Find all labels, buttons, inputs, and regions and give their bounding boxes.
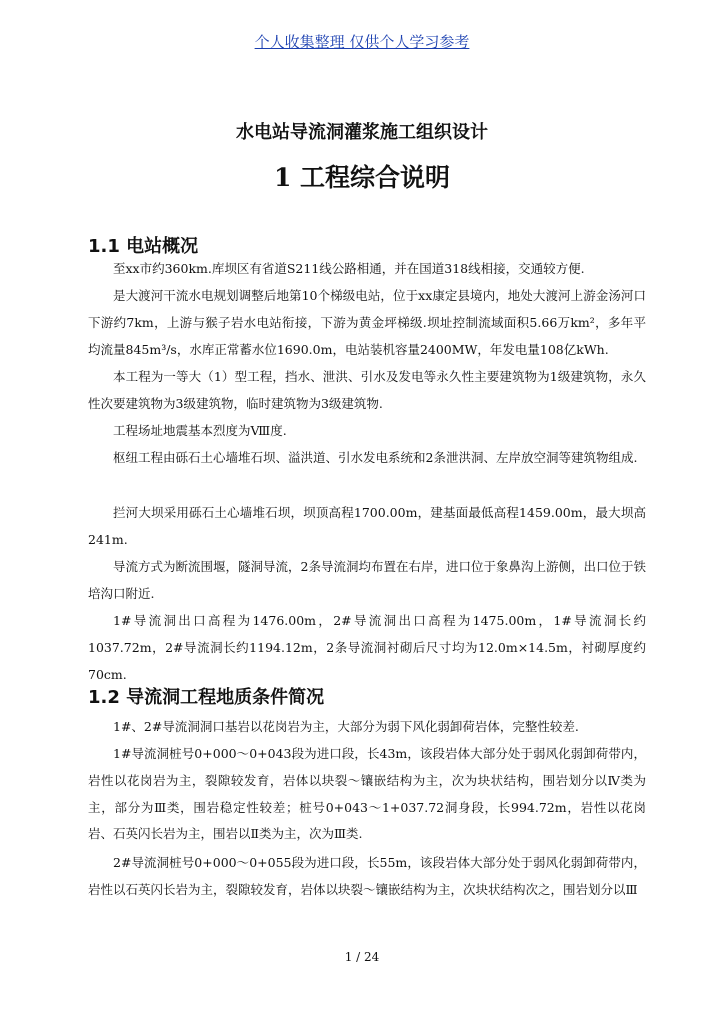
paragraph: 是大渡河干流水电规划调整后地第10个梯级电站，位于xx康定县境内，地处大渡河上游金汤河口下游约7km，上游与猴子岩水电站衔接，下游为黄金坪梯级.坝址控制流域面积5.66万km²，多年平均流量845m³/s，水库正常蓄水位1690.0m，电站装机容量2400MW，年发电量108亿kWh. xyxy=(88,288,646,357)
paragraph: 1#、2#导流洞洞口基岩以花岗岩为主，大部分为弱下风化弱卸荷岩体，完整性较差. xyxy=(113,719,579,734)
page-header xyxy=(0,31,724,52)
paragraph: 至xx市约360km.库坝区有省道S211线公路相通，并在国道318线相接，交通较方便. xyxy=(113,261,585,276)
paragraph: 1#导流洞出口高程为1476.00m，2#导流洞出口高程为1475.00m，1#导流洞长约1037.72m，2#导流洞长约1194.12m，2条导流洞衬砌后尺寸均为12.0m×14.5m，衬砌厚度约70cm. xyxy=(88,613,646,682)
paragraph: 本工程为一等大（1）型工程，挡水、泄洪、引水及发电等永久性主要建筑物为1级建筑物，永久性次要建筑物为3级建筑物，临时建筑物为3级建筑物. xyxy=(88,369,646,411)
section-heading-1-1: 1.1 电站概况 xyxy=(88,236,199,257)
paragraph: 拦河大坝采用砾石土心墙堆石坝，坝顶高程1700.00m，建基面最低高程1459.00m，最大坝高241m. xyxy=(88,505,646,547)
paragraph: 2#导流洞桩号0+000～0+055段为进口段，长55m，该段岩体大部分处于弱风化弱卸荷带内，岩性以石英闪长岩为主，裂隙较发育，岩体以块裂～镶嵌结构为主，次块状结构次之，围岩划分以Ⅲ xyxy=(88,855,646,897)
chapter-heading: 1 工程综合说明 xyxy=(273,163,451,192)
paragraph: 枢纽工程由砾石土心墙堆石坝、溢洪道、引水发电系统和2条泄洪洞、左岸放空洞等建筑物组成. xyxy=(113,450,638,465)
page-number: 1 / 24 xyxy=(344,950,380,964)
header-text: 个人收集整理 仅供个人学习参考 xyxy=(254,33,470,51)
section-heading-1-2: 1.2 导流洞工程地质条件简况 xyxy=(88,687,325,708)
document-title: 水电站导流洞灌浆施工组织设计 xyxy=(236,122,488,143)
paragraph: 工程场址地震基本烈度为Ⅷ度. xyxy=(113,423,287,438)
paragraph: 导流方式为断流围堰，隧洞导流，2条导流洞均布置在右岸，进口位于象鼻沟上游侧，出口位于铁培沟口附近. xyxy=(88,559,646,601)
paragraph: 1#导流洞桩号0+000～0+043段为进口段，长43m，该段岩体大部分处于弱风化弱卸荷带内，岩性以花岗岩为主，裂隙较发育，岩体以块裂～镶嵌结构为主，次为块状结构，围岩划分以Ⅳ类为主，部分为Ⅲ类，围岩稳定性较差；桩号0+043～1+037.72洞身段，长994.72m，岩性以花岗岩、石英闪长岩为主，围岩以Ⅱ类为主，次为Ⅲ类. xyxy=(88,746,646,842)
